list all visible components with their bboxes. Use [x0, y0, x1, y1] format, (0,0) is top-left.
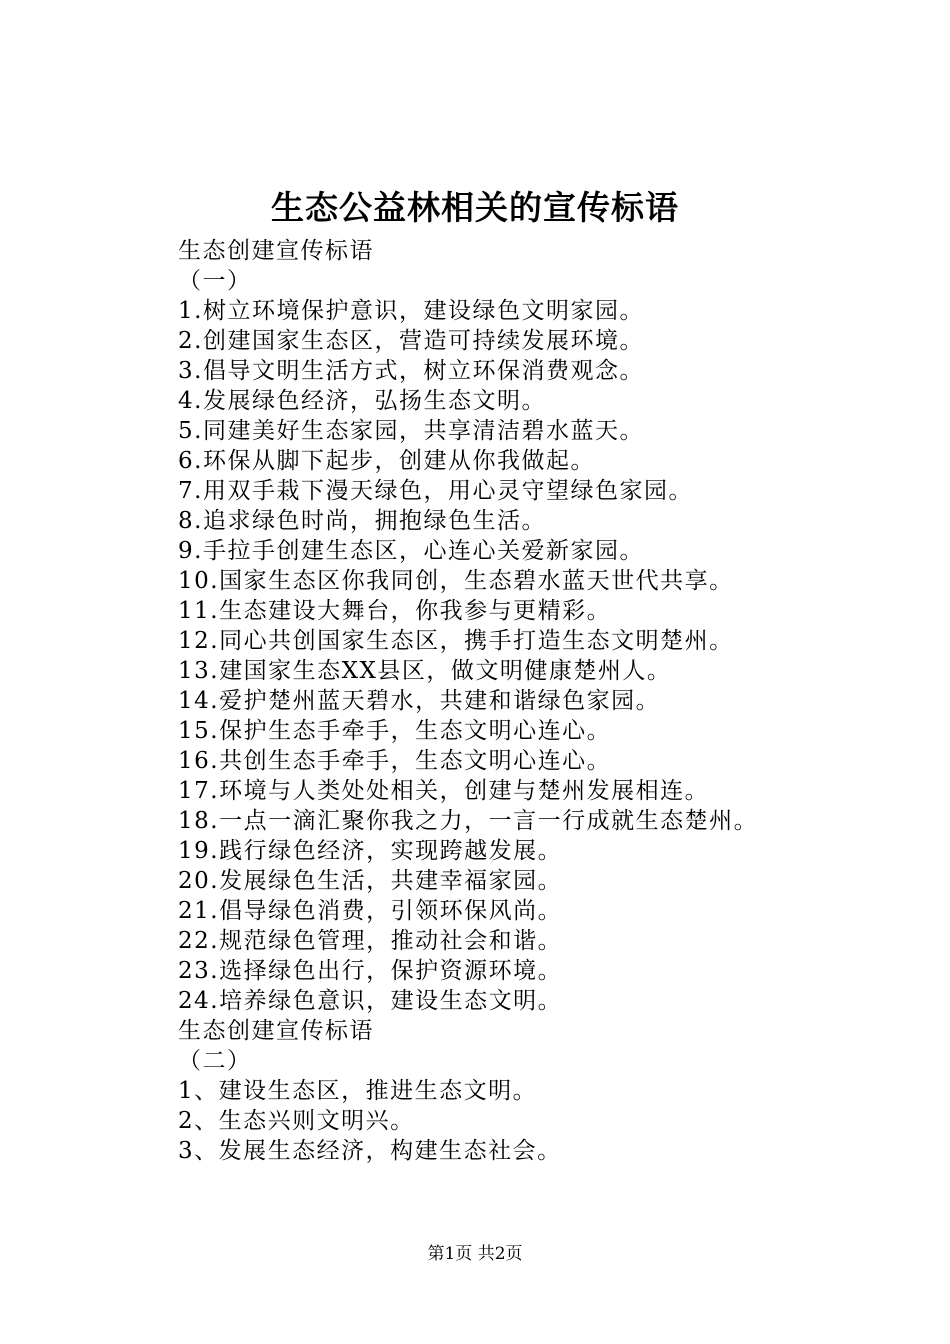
text-line: 6.环保从脚下起步，创建从你我做起。: [178, 448, 595, 474]
document-title: 生态公益林相关的宣传标语: [271, 188, 679, 227]
text-line: 15.保护生态手牵手，生态文明心连心。: [178, 718, 612, 744]
text-line: 8.追求绿色时尚，拥抱绿色生活。: [178, 508, 546, 534]
text-line: 2、生态兴则文明兴。: [178, 1108, 415, 1134]
text-line: 22.规范绿色管理，推动社会和谐。: [178, 928, 563, 954]
text-line: 24.培养绿色意识，建设生态文明。: [178, 988, 563, 1014]
text-line: 19.践行绿色经济，实现跨越发展。: [178, 838, 563, 864]
text-line: 5.同建美好生态家园，共享清洁碧水蓝天。: [178, 418, 644, 444]
text-line: 20.发展绿色生活，共建幸福家园。: [178, 868, 563, 894]
text-line: 3.倡导文明生活方式，树立环保消费观念。: [178, 358, 644, 384]
text-line: 7.用双手栽下漫天绿色，用心灵守望绿色家园。: [178, 478, 693, 504]
text-line: 2.创建国家生态区，营造可持续发展环境。: [178, 328, 644, 354]
text-line: 11.生态建设大舞台，你我参与更精彩。: [178, 598, 612, 624]
text-line: 18.一点一滴汇聚你我之力，一言一行成就生态楚州。: [178, 808, 759, 834]
text-line: 生态创建宣传标语: [178, 1018, 374, 1044]
text-line: 10.国家生态区你我同创，生态碧水蓝天世代共享。: [178, 568, 734, 594]
text-line: 13.建国家生态XX县区，做文明健康楚州人。: [178, 658, 672, 684]
text-line: 1.树立环境保护意识，建设绿色文明家园。: [178, 298, 644, 324]
text-line: （二）: [178, 1048, 252, 1074]
text-line: 14.爱护楚州蓝天碧水，共建和谐绿色家园。: [178, 688, 661, 714]
text-line: 生态创建宣传标语: [178, 238, 374, 264]
text-line: 12.同心共创国家生态区，携手打造生态文明楚州。: [178, 628, 734, 654]
text-line: 9.手拉手创建生态区，心连心关爱新家园。: [178, 538, 644, 564]
page-footer: 第1页 共2页: [427, 1244, 523, 1264]
text-line: 17.环境与人类处处相关，创建与楚州发展相连。: [178, 778, 710, 804]
text-line: 3、发展生态经济，构建生态社会。: [178, 1138, 562, 1164]
text-line: 4.发展绿色经济，弘扬生态文明。: [178, 388, 546, 414]
text-line: 1、建设生态区，推进生态文明。: [178, 1078, 538, 1104]
text-line: 16.共创生态手牵手，生态文明心连心。: [178, 748, 612, 774]
document-body: [178, 236, 878, 1166]
text-line: 23.选择绿色出行，保护资源环境。: [178, 958, 563, 984]
text-line: （一）: [178, 268, 252, 294]
text-line: 21.倡导绿色消费，引领环保风尚。: [178, 898, 563, 924]
